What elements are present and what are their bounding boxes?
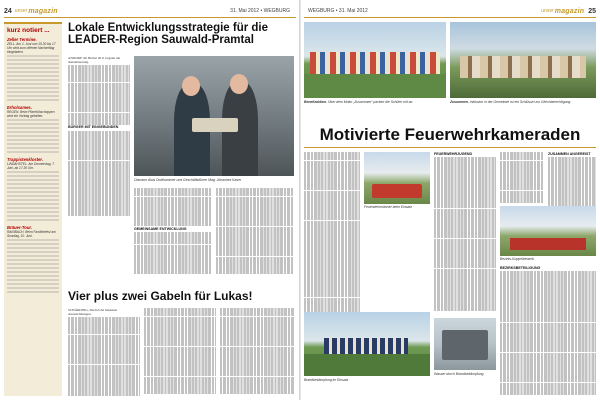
feuerwehr-subhead-2: ZUSAMMEN ANGEREIST bbox=[548, 152, 591, 156]
article1-subhead-2: GEMEINSAME ENTWICKLUNG bbox=[134, 226, 187, 231]
feuerwehr-title: Motivierte Feuerwehrkameraden bbox=[319, 125, 581, 144]
feuerwehr-column-5 bbox=[500, 266, 596, 396]
feuerwehr-column-1 bbox=[304, 152, 360, 312]
feuerwehr-subhead-1: FEUERWEHRJUGEND bbox=[434, 152, 473, 156]
article2-lead: SCHÄRDING. Die Köche bekamen Auszeichnungen. bbox=[68, 308, 118, 317]
benefiz-caption-title: Benefizaktion. bbox=[304, 100, 327, 104]
feuerwehr-subhead-3: BEZIRKSBETEILIGUNG bbox=[500, 266, 541, 270]
sidebar-title: kurz notiert ... bbox=[7, 27, 50, 34]
sidebar-kurz-notiert bbox=[4, 22, 62, 396]
fire-photo-d-caption: Wasser durch Brandbekämpfung bbox=[434, 372, 484, 376]
left-page-number: 24 bbox=[4, 7, 12, 15]
zusammen-caption-title: Zusammen. bbox=[450, 100, 469, 104]
zusammen-photo bbox=[450, 22, 596, 98]
left-brand-prefix: unser bbox=[14, 8, 28, 14]
left-date-line: 31. Mai 2012 • WEGBURG bbox=[230, 8, 290, 14]
zusammen-caption-text: Inklusion in der Gemeinde ist ein Schlüssel zur Gleichberechtigung. bbox=[469, 100, 572, 104]
sidebar-heading-2: Erholsames. bbox=[7, 105, 32, 110]
sidebar-text-2: REGEN. Beim Pfarrfrühschoppen wird ein Vortrag gehalten. bbox=[7, 110, 55, 118]
fire-photo-c-caption: Bezirks-Kuppelbewerb bbox=[500, 257, 534, 261]
feuerwehr-column-3 bbox=[500, 152, 544, 204]
sidebar-text-4: RAINBACH. Beim Familienfest am Sonntag, 10. Juni. bbox=[7, 230, 56, 238]
sidebar-text-1: ZELL. Am 1. Juni von 15.30 bis 17 Uhr wird zum offenen Nachmittag eingeladen. bbox=[7, 42, 56, 54]
fire-photo-a-caption: Feuerwehrmänner beim Einsatz bbox=[364, 205, 413, 209]
right-page bbox=[300, 0, 600, 400]
article2-title: Vier plus zwei Gabeln für Lukas! bbox=[68, 289, 253, 303]
sidebar-text-3: LINDAHSTEL. Am Donnerstag, 7. Juni, ab 17.30 Uhr. bbox=[7, 162, 55, 170]
fire-photo-d bbox=[434, 318, 496, 370]
article1-column-3 bbox=[216, 188, 294, 276]
benefiz-photo bbox=[304, 22, 446, 98]
right-brand-prefix: unser bbox=[541, 8, 554, 14]
article2-column-2 bbox=[144, 308, 216, 396]
leader-photo bbox=[134, 56, 294, 176]
zusammen-caption bbox=[450, 100, 596, 104]
fire-photo-a bbox=[364, 152, 430, 204]
right-header bbox=[304, 4, 596, 18]
article1-lead: ANDORF. Im Herbst 2011 begann die Aktualisierung. bbox=[68, 56, 121, 65]
sidebar-heading-3: Trappistenkloster. bbox=[7, 157, 43, 162]
right-header-rule bbox=[304, 17, 596, 18]
right-page-number: 25 bbox=[588, 7, 596, 15]
fire-photo-b-caption: Brandbekämpfung im Einsatz bbox=[304, 378, 349, 382]
right-date-line: WEGBURG • 31. Mai 2012 bbox=[308, 8, 368, 14]
feuerwehr-column-4 bbox=[548, 152, 596, 212]
article2-column-1 bbox=[68, 308, 140, 396]
left-brand-logo: magazin bbox=[28, 7, 58, 15]
sidebar-heading-1: Zeller Termine. bbox=[7, 37, 37, 42]
right-brand-logo: magazin bbox=[554, 7, 585, 15]
article1-title: Lokale Entwicklungsstrategie für die LEADER-Region Sauwald-Pramtal bbox=[68, 22, 269, 47]
feuerwehr-column-2 bbox=[434, 152, 496, 312]
fire-photo-b bbox=[304, 312, 430, 376]
left-header-rule bbox=[4, 17, 296, 18]
leader-photo-caption: Obmann Alois Doblhammer und Geschäftsführer Mag. Johannes Kaser bbox=[134, 178, 242, 182]
benefiz-caption bbox=[304, 100, 446, 104]
article1-column-1 bbox=[68, 56, 130, 232]
fire-photo-c bbox=[500, 206, 596, 256]
benefiz-caption-text: Über dem Motto „Zusammen“ packen die Schüler mit an. bbox=[327, 100, 414, 104]
article1-subhead-1: BÜRGER MIT EINGEBUNDEN bbox=[68, 125, 119, 130]
article2-column-3 bbox=[220, 308, 294, 396]
left-header bbox=[4, 4, 296, 18]
sidebar-heading-4: Bräuer-Tour. bbox=[7, 225, 32, 230]
article1-column-2 bbox=[134, 188, 212, 276]
